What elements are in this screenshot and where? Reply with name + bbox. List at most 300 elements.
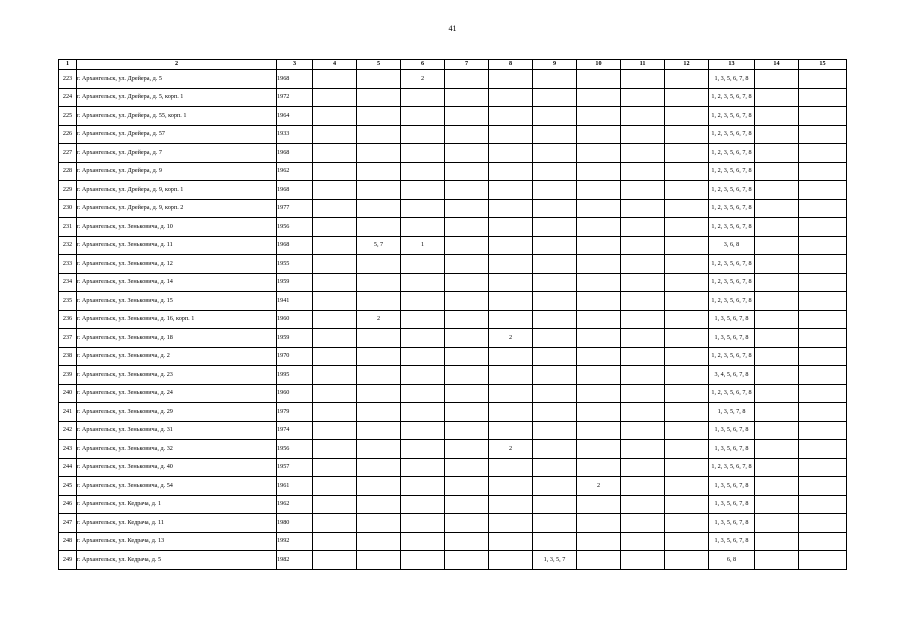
address-cell: г. Архангельск, ул. Зеньковича, д. 14 bbox=[77, 273, 277, 292]
column-header: 12 bbox=[665, 60, 709, 70]
col15-cell bbox=[799, 70, 847, 89]
col15-cell bbox=[799, 458, 847, 477]
col13-cell: 1, 2, 3, 5, 6, 7, 8 bbox=[709, 255, 755, 274]
column-header: 2 bbox=[77, 60, 277, 70]
col15-cell bbox=[799, 292, 847, 311]
col14-cell bbox=[755, 384, 799, 403]
col15-cell bbox=[799, 88, 847, 107]
col10-cell bbox=[577, 310, 621, 329]
col4-cell bbox=[313, 514, 357, 533]
col13-cell: 1, 3, 5, 6, 7, 8 bbox=[709, 514, 755, 533]
col9-cell bbox=[533, 310, 577, 329]
col6-cell bbox=[401, 366, 445, 385]
address-cell: г. Архангельск, ул. Зеньковича, д. 29 bbox=[77, 403, 277, 422]
address-cell: г. Архангельск, ул. Дрейера, д. 57 bbox=[77, 125, 277, 144]
col11-cell bbox=[621, 329, 665, 348]
col13-cell: 1, 3, 5, 6, 7, 8 bbox=[709, 329, 755, 348]
col12-cell bbox=[665, 440, 709, 459]
col7-cell bbox=[445, 218, 489, 237]
col6-cell bbox=[401, 181, 445, 200]
col8-cell bbox=[489, 181, 533, 200]
col5-cell bbox=[357, 125, 401, 144]
col5-cell bbox=[357, 440, 401, 459]
table-row bbox=[59, 70, 847, 89]
col12-cell bbox=[665, 162, 709, 181]
col9-cell bbox=[533, 236, 577, 255]
col7-cell bbox=[445, 310, 489, 329]
col7-cell bbox=[445, 70, 489, 89]
col13-cell: 3, 6, 8 bbox=[709, 236, 755, 255]
col10-cell bbox=[577, 440, 621, 459]
col10-cell bbox=[577, 384, 621, 403]
year-cell: 1959 bbox=[277, 329, 313, 348]
column-header: 11 bbox=[621, 60, 665, 70]
col14-cell bbox=[755, 292, 799, 311]
year-cell: 1968 bbox=[277, 181, 313, 200]
col8-cell bbox=[489, 403, 533, 422]
table-row bbox=[59, 384, 847, 403]
col5-cell: 5, 7 bbox=[357, 236, 401, 255]
col6-cell bbox=[401, 255, 445, 274]
table-row bbox=[59, 551, 847, 570]
col8-cell bbox=[489, 144, 533, 163]
col6-cell: 2 bbox=[401, 70, 445, 89]
col5-cell bbox=[357, 421, 401, 440]
col14-cell bbox=[755, 199, 799, 218]
table-row bbox=[59, 440, 847, 459]
col12-cell bbox=[665, 366, 709, 385]
col8-cell bbox=[489, 199, 533, 218]
row-number: 247 bbox=[59, 514, 77, 533]
col10-cell bbox=[577, 255, 621, 274]
col7-cell bbox=[445, 273, 489, 292]
col13-cell: 1, 2, 3, 5, 6, 7, 8 bbox=[709, 273, 755, 292]
col6-cell bbox=[401, 218, 445, 237]
col7-cell bbox=[445, 347, 489, 366]
table-row bbox=[59, 403, 847, 422]
row-number: 245 bbox=[59, 477, 77, 496]
col11-cell bbox=[621, 458, 665, 477]
col10-cell bbox=[577, 88, 621, 107]
col15-cell bbox=[799, 144, 847, 163]
table-row bbox=[59, 366, 847, 385]
col14-cell bbox=[755, 144, 799, 163]
col14-cell bbox=[755, 329, 799, 348]
col12-cell bbox=[665, 421, 709, 440]
year-cell: 1977 bbox=[277, 199, 313, 218]
col4-cell bbox=[313, 162, 357, 181]
table-row bbox=[59, 255, 847, 274]
col15-cell bbox=[799, 107, 847, 126]
col10-cell bbox=[577, 366, 621, 385]
col9-cell bbox=[533, 403, 577, 422]
column-header: 1 bbox=[59, 60, 77, 70]
row-number: 226 bbox=[59, 125, 77, 144]
col11-cell bbox=[621, 403, 665, 422]
row-number: 240 bbox=[59, 384, 77, 403]
col13-cell: 1, 2, 3, 5, 6, 7, 8 bbox=[709, 292, 755, 311]
col6-cell bbox=[401, 273, 445, 292]
col12-cell bbox=[665, 551, 709, 570]
col11-cell bbox=[621, 477, 665, 496]
col7-cell bbox=[445, 477, 489, 496]
address-cell: г. Архангельск, ул. Кедрача, д. 5 bbox=[77, 551, 277, 570]
col15-cell bbox=[799, 218, 847, 237]
table-row bbox=[59, 218, 847, 237]
col11-cell bbox=[621, 88, 665, 107]
table-row bbox=[59, 292, 847, 311]
year-cell: 1979 bbox=[277, 403, 313, 422]
col13-cell: 1, 3, 5, 6, 7, 8 bbox=[709, 70, 755, 89]
year-cell: 1974 bbox=[277, 421, 313, 440]
row-number: 243 bbox=[59, 440, 77, 459]
col12-cell bbox=[665, 181, 709, 200]
address-cell: г. Архангельск, ул. Зеньковича, д. 54 bbox=[77, 477, 277, 496]
col8-cell bbox=[489, 366, 533, 385]
col13-cell: 1, 3, 5, 6, 7, 8 bbox=[709, 532, 755, 551]
col4-cell bbox=[313, 551, 357, 570]
row-number: 231 bbox=[59, 218, 77, 237]
col6-cell bbox=[401, 162, 445, 181]
col9-cell bbox=[533, 273, 577, 292]
col12-cell bbox=[665, 125, 709, 144]
column-header: 14 bbox=[755, 60, 799, 70]
year-cell: 1968 bbox=[277, 70, 313, 89]
table-row bbox=[59, 421, 847, 440]
table-row bbox=[59, 273, 847, 292]
col9-cell bbox=[533, 477, 577, 496]
col4-cell bbox=[313, 144, 357, 163]
col8-cell bbox=[489, 384, 533, 403]
col9-cell bbox=[533, 366, 577, 385]
col13-cell: 1, 2, 3, 5, 6, 7, 8 bbox=[709, 162, 755, 181]
col14-cell bbox=[755, 421, 799, 440]
table-row bbox=[59, 181, 847, 200]
year-cell: 1980 bbox=[277, 514, 313, 533]
col10-cell bbox=[577, 162, 621, 181]
row-number: 227 bbox=[59, 144, 77, 163]
row-number: 242 bbox=[59, 421, 77, 440]
col5-cell bbox=[357, 255, 401, 274]
col5-cell bbox=[357, 218, 401, 237]
col11-cell bbox=[621, 107, 665, 126]
col7-cell bbox=[445, 495, 489, 514]
table-row bbox=[59, 199, 847, 218]
col5-cell bbox=[357, 347, 401, 366]
col5-cell bbox=[357, 162, 401, 181]
col15-cell bbox=[799, 440, 847, 459]
row-number: 239 bbox=[59, 366, 77, 385]
col14-cell bbox=[755, 88, 799, 107]
col8-cell bbox=[489, 514, 533, 533]
col6-cell bbox=[401, 532, 445, 551]
data-table bbox=[58, 59, 847, 570]
col5-cell bbox=[357, 70, 401, 89]
col4-cell bbox=[313, 532, 357, 551]
col10-cell bbox=[577, 107, 621, 126]
col6-cell bbox=[401, 384, 445, 403]
page-number: 41 bbox=[448, 24, 457, 33]
col15-cell bbox=[799, 384, 847, 403]
col11-cell bbox=[621, 181, 665, 200]
row-number: 223 bbox=[59, 70, 77, 89]
col11-cell bbox=[621, 514, 665, 533]
col9-cell bbox=[533, 347, 577, 366]
col7-cell bbox=[445, 181, 489, 200]
col9-cell bbox=[533, 329, 577, 348]
year-cell: 1995 bbox=[277, 366, 313, 385]
col5-cell bbox=[357, 366, 401, 385]
col7-cell bbox=[445, 458, 489, 477]
col14-cell bbox=[755, 218, 799, 237]
row-number: 249 bbox=[59, 551, 77, 570]
row-number: 236 bbox=[59, 310, 77, 329]
col12-cell bbox=[665, 292, 709, 311]
col14-cell bbox=[755, 403, 799, 422]
table-row bbox=[59, 458, 847, 477]
col4-cell bbox=[313, 403, 357, 422]
col11-cell bbox=[621, 236, 665, 255]
col4-cell bbox=[313, 181, 357, 200]
table-row bbox=[59, 347, 847, 366]
address-cell: г. Архангельск, ул. Дрейера, д. 7 bbox=[77, 144, 277, 163]
col12-cell bbox=[665, 329, 709, 348]
col4-cell bbox=[313, 384, 357, 403]
col11-cell bbox=[621, 347, 665, 366]
col15-cell bbox=[799, 551, 847, 570]
address-cell: г. Архангельск, ул. Дрейера, д. 5, корп. 1 bbox=[77, 88, 277, 107]
col4-cell bbox=[313, 366, 357, 385]
table-row bbox=[59, 477, 847, 496]
col10-cell bbox=[577, 347, 621, 366]
col6-cell bbox=[401, 458, 445, 477]
col11-cell bbox=[621, 440, 665, 459]
row-number: 228 bbox=[59, 162, 77, 181]
col15-cell bbox=[799, 347, 847, 366]
row-number: 224 bbox=[59, 88, 77, 107]
col6-cell bbox=[401, 310, 445, 329]
year-cell: 1957 bbox=[277, 458, 313, 477]
year-cell: 1964 bbox=[277, 107, 313, 126]
col10-cell bbox=[577, 329, 621, 348]
col11-cell bbox=[621, 162, 665, 181]
col15-cell bbox=[799, 421, 847, 440]
address-cell: г. Архангельск, ул. Зеньковича, д. 23 bbox=[77, 366, 277, 385]
header-row bbox=[59, 60, 847, 70]
col13-cell: 1, 3, 5, 6, 7, 8 bbox=[709, 477, 755, 496]
col4-cell bbox=[313, 236, 357, 255]
col7-cell bbox=[445, 329, 489, 348]
col14-cell bbox=[755, 107, 799, 126]
col15-cell bbox=[799, 199, 847, 218]
address-cell: г. Архангельск, ул. Зеньковича, д. 40 bbox=[77, 458, 277, 477]
col13-cell: 1, 2, 3, 5, 6, 7, 8 bbox=[709, 125, 755, 144]
address-cell: г. Архангельск, ул. Кедрача, д. 11 bbox=[77, 514, 277, 533]
row-number: 235 bbox=[59, 292, 77, 311]
col12-cell bbox=[665, 107, 709, 126]
row-number: 238 bbox=[59, 347, 77, 366]
address-cell: г. Архангельск, ул. Зеньковича, д. 11 bbox=[77, 236, 277, 255]
col8-cell bbox=[489, 218, 533, 237]
col12-cell bbox=[665, 514, 709, 533]
col13-cell: 3, 4, 5, 6, 7, 8 bbox=[709, 366, 755, 385]
year-cell: 1968 bbox=[277, 236, 313, 255]
col14-cell bbox=[755, 532, 799, 551]
col5-cell bbox=[357, 329, 401, 348]
col13-cell: 1, 2, 3, 5, 6, 7, 8 bbox=[709, 347, 755, 366]
column-header: 7 bbox=[445, 60, 489, 70]
col6-cell bbox=[401, 495, 445, 514]
year-cell: 1956 bbox=[277, 440, 313, 459]
col14-cell bbox=[755, 458, 799, 477]
col4-cell bbox=[313, 347, 357, 366]
col13-cell: 1, 2, 3, 5, 6, 7, 8 bbox=[709, 384, 755, 403]
col15-cell bbox=[799, 495, 847, 514]
col9-cell bbox=[533, 88, 577, 107]
col6-cell: 1 bbox=[401, 236, 445, 255]
col9-cell bbox=[533, 495, 577, 514]
table-row bbox=[59, 236, 847, 255]
col13-cell: 1, 2, 3, 5, 6, 7, 8 bbox=[709, 181, 755, 200]
col11-cell bbox=[621, 495, 665, 514]
col15-cell bbox=[799, 310, 847, 329]
col5-cell bbox=[357, 551, 401, 570]
col11-cell bbox=[621, 125, 665, 144]
col9-cell bbox=[533, 162, 577, 181]
col6-cell bbox=[401, 107, 445, 126]
col5-cell bbox=[357, 181, 401, 200]
col6-cell bbox=[401, 514, 445, 533]
col8-cell bbox=[489, 107, 533, 126]
col8-cell bbox=[489, 495, 533, 514]
address-cell: г. Архангельск, ул. Дрейера, д. 55, корп. 1 bbox=[77, 107, 277, 126]
col15-cell bbox=[799, 162, 847, 181]
col4-cell bbox=[313, 125, 357, 144]
table-row bbox=[59, 329, 847, 348]
col8-cell bbox=[489, 477, 533, 496]
col12-cell bbox=[665, 70, 709, 89]
col11-cell bbox=[621, 551, 665, 570]
col5-cell bbox=[357, 273, 401, 292]
col5-cell bbox=[357, 532, 401, 551]
col4-cell bbox=[313, 88, 357, 107]
year-cell: 1972 bbox=[277, 88, 313, 107]
column-header: 9 bbox=[533, 60, 577, 70]
col15-cell bbox=[799, 236, 847, 255]
year-cell: 1933 bbox=[277, 125, 313, 144]
col9-cell bbox=[533, 70, 577, 89]
table-row bbox=[59, 310, 847, 329]
col12-cell bbox=[665, 310, 709, 329]
year-cell: 1962 bbox=[277, 495, 313, 514]
row-number: 246 bbox=[59, 495, 77, 514]
year-cell: 1962 bbox=[277, 162, 313, 181]
col8-cell bbox=[489, 273, 533, 292]
year-cell: 1955 bbox=[277, 255, 313, 274]
col8-cell bbox=[489, 292, 533, 311]
col4-cell bbox=[313, 70, 357, 89]
col7-cell bbox=[445, 88, 489, 107]
col10-cell bbox=[577, 181, 621, 200]
address-cell: г. Архангельск, ул. Зеньковича, д. 32 bbox=[77, 440, 277, 459]
year-cell: 1961 bbox=[277, 477, 313, 496]
address-cell: г. Архангельск, ул. Дрейера, д. 9, корп. 2 bbox=[77, 199, 277, 218]
col4-cell bbox=[313, 199, 357, 218]
col14-cell bbox=[755, 273, 799, 292]
col7-cell bbox=[445, 144, 489, 163]
col5-cell bbox=[357, 384, 401, 403]
row-number: 233 bbox=[59, 255, 77, 274]
col11-cell bbox=[621, 255, 665, 274]
col7-cell bbox=[445, 403, 489, 422]
col10-cell bbox=[577, 125, 621, 144]
col13-cell: 1, 3, 5, 7, 8 bbox=[709, 403, 755, 422]
column-header: 4 bbox=[313, 60, 357, 70]
col7-cell bbox=[445, 236, 489, 255]
col14-cell bbox=[755, 181, 799, 200]
column-header: 3 bbox=[277, 60, 313, 70]
address-cell: г. Архангельск, ул. Зеньковича, д. 2 bbox=[77, 347, 277, 366]
col11-cell bbox=[621, 273, 665, 292]
col11-cell bbox=[621, 384, 665, 403]
year-cell: 1970 bbox=[277, 347, 313, 366]
address-cell: г. Архангельск, ул. Зеньковича, д. 10 bbox=[77, 218, 277, 237]
row-number: 244 bbox=[59, 458, 77, 477]
col7-cell bbox=[445, 107, 489, 126]
col10-cell bbox=[577, 532, 621, 551]
col7-cell bbox=[445, 421, 489, 440]
col9-cell bbox=[533, 440, 577, 459]
col15-cell bbox=[799, 514, 847, 533]
col15-cell bbox=[799, 181, 847, 200]
col10-cell bbox=[577, 70, 621, 89]
col9-cell bbox=[533, 125, 577, 144]
col5-cell: 2 bbox=[357, 310, 401, 329]
address-cell: г. Архангельск, ул. Кедрача, д. 1 bbox=[77, 495, 277, 514]
col7-cell bbox=[445, 125, 489, 144]
col6-cell bbox=[401, 421, 445, 440]
col5-cell bbox=[357, 144, 401, 163]
col8-cell bbox=[489, 532, 533, 551]
col12-cell bbox=[665, 88, 709, 107]
col9-cell bbox=[533, 181, 577, 200]
column-header: 5 bbox=[357, 60, 401, 70]
col12-cell bbox=[665, 495, 709, 514]
column-header: 10 bbox=[577, 60, 621, 70]
address-cell: г. Архангельск, ул. Дрейера, д. 5 bbox=[77, 70, 277, 89]
col8-cell bbox=[489, 310, 533, 329]
col6-cell bbox=[401, 199, 445, 218]
col7-cell bbox=[445, 199, 489, 218]
col8-cell bbox=[489, 421, 533, 440]
col5-cell bbox=[357, 458, 401, 477]
col6-cell bbox=[401, 125, 445, 144]
col14-cell bbox=[755, 255, 799, 274]
table-row bbox=[59, 125, 847, 144]
col15-cell bbox=[799, 403, 847, 422]
col12-cell bbox=[665, 458, 709, 477]
col7-cell bbox=[445, 292, 489, 311]
col14-cell bbox=[755, 477, 799, 496]
year-cell: 1960 bbox=[277, 384, 313, 403]
col5-cell bbox=[357, 514, 401, 533]
year-cell: 1941 bbox=[277, 292, 313, 311]
row-number: 225 bbox=[59, 107, 77, 126]
col14-cell bbox=[755, 366, 799, 385]
col14-cell bbox=[755, 347, 799, 366]
col10-cell bbox=[577, 292, 621, 311]
col12-cell bbox=[665, 218, 709, 237]
